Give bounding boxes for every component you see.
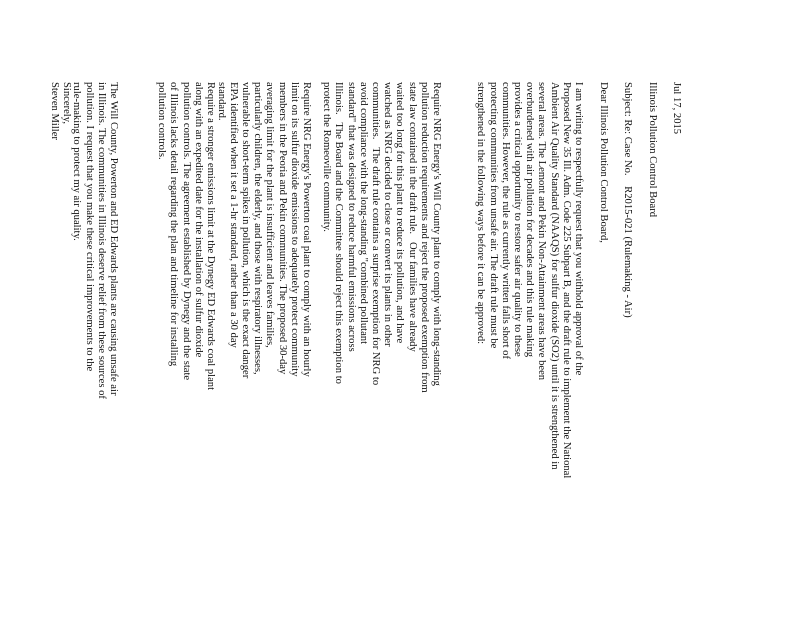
signature-line: Steven Miller xyxy=(49,82,60,140)
paragraph-will-county xyxy=(320,82,442,618)
letter-date xyxy=(670,82,682,618)
paragraph-line: limit on its sulfur dioxide emissions to adequately protect community xyxy=(288,82,300,377)
paragraph-line: protecting communities from unsafe air. The draft rule must be xyxy=(487,82,499,349)
letter-subject xyxy=(621,82,633,618)
paragraph-line: averaging limit for the plant is insufficient and leaves families, xyxy=(264,82,276,348)
paragraph-line: I am writing to respectfully request that you withhold approval of the xyxy=(573,82,584,376)
paragraph-line: several areas. The Lemont and Pekin Non-Attainment areas have been xyxy=(536,82,548,381)
paragraph-line: of Illinois lacks detail regarding the plan and timeline for installing xyxy=(168,82,180,367)
letter-salutation xyxy=(597,82,609,618)
paragraph-line: Require NRG Energy's Will County plant to comply with long-standing xyxy=(431,82,442,386)
paragraph-line: standard" that was designed to reduce harmful emissions across xyxy=(345,82,357,352)
paragraph-line: pollution controls. The agreement established by Dynegy and the state xyxy=(180,82,192,381)
paragraph-line: Require NRG Energy's Powerton coal plant to comply with an hourly xyxy=(301,82,312,377)
paragraph-line: standard. xyxy=(215,82,227,121)
paragraph-intro xyxy=(474,82,584,618)
paragraph-line: communities. However, the rule as currently written falls short of xyxy=(499,82,511,359)
paragraph-line: Ambient Air Quality Standard (NAAQS) for sulfur dioxide (SO2) until it is strengthened in xyxy=(548,82,560,470)
paragraph-line: overburdened with air pollution for decades and this rule making xyxy=(524,82,536,358)
recipient-line: Illinois Pollution Control Board xyxy=(647,82,658,218)
paragraph-line: Proposed New 35 Ill. Adm. Code 225 Subpart B, and the draft rule to implement the National xyxy=(560,82,572,479)
salutation-line: Dear Illinois Pollution Control Board, xyxy=(598,82,609,243)
paragraph-line: along with an expedited date for the installation of sulfur dioxide xyxy=(192,82,204,358)
date-line: Jul 17, 2015 xyxy=(671,82,682,135)
paragraph-line: avoid compliance with the long-standing "combined pollutant xyxy=(357,82,369,345)
letter-recipient xyxy=(646,82,658,618)
paragraph-line: strengthened in the following ways before it can be approved: xyxy=(475,82,487,345)
letter-signature xyxy=(48,82,60,618)
paragraph-line: pollution reduction requirements and reject the proposed exemption from xyxy=(418,82,430,393)
paragraph-line: rule-making to protect my air quality. xyxy=(71,82,83,241)
paragraph-line: communities. The draft rule contains a surprise exemption for NRG to xyxy=(369,82,381,386)
subject-line: Subject: Re: Case No. R2015-021 (Rulemaking - Air) xyxy=(622,82,633,318)
paragraph-line: state law contained in the draft rule. Our families have already xyxy=(406,82,418,352)
paragraph-line: in Illinois. The communities in Illinois deserve relief from these sources of xyxy=(95,82,107,399)
paragraph-line: pollution controls. xyxy=(156,82,168,160)
letter-document xyxy=(0,82,682,618)
paragraph-line: provides a critical opportunity to restore safer air quality to these xyxy=(511,82,523,357)
paragraph-line: EPA identified when it set a 1-hr standard, rather than a 30 day xyxy=(227,82,239,348)
letter-closing xyxy=(60,82,72,618)
paragraph-line: waited too long for this plant to reduce its pollution, and have xyxy=(394,82,406,344)
paragraph-line: The Will County, Powerton and ED Edwards plants are causing unsafe air xyxy=(108,82,119,396)
paragraph-line: particularly children, the elderly, and those with respiratory illnesses, xyxy=(252,82,264,375)
paragraph-line: watched as NRG decided to close or convert its plants in other xyxy=(382,82,394,347)
paragraph-powerton xyxy=(214,82,312,618)
paragraph-line: members in the Peoria and Pekin communities. The proposed 30-day xyxy=(276,82,288,375)
closing-line: Sincerely, xyxy=(61,82,72,124)
paragraph-line: protect the Romeoville community. xyxy=(321,82,333,232)
paragraph-conclusion xyxy=(70,82,119,618)
paragraph-line: vulnerable to short-term spikes in pollution, which is the exact danger xyxy=(239,82,251,379)
paragraph-line: pollution. I request that you make these critical improvements to the xyxy=(83,82,95,372)
paragraph-line: Require a stronger emissions limit at the Dynegy ED Edwards coal plant xyxy=(205,82,216,391)
paragraph-line: Illinois. The Board and the Committee should reject this exemption to xyxy=(333,82,345,384)
paragraph-ed-edwards xyxy=(155,82,216,618)
